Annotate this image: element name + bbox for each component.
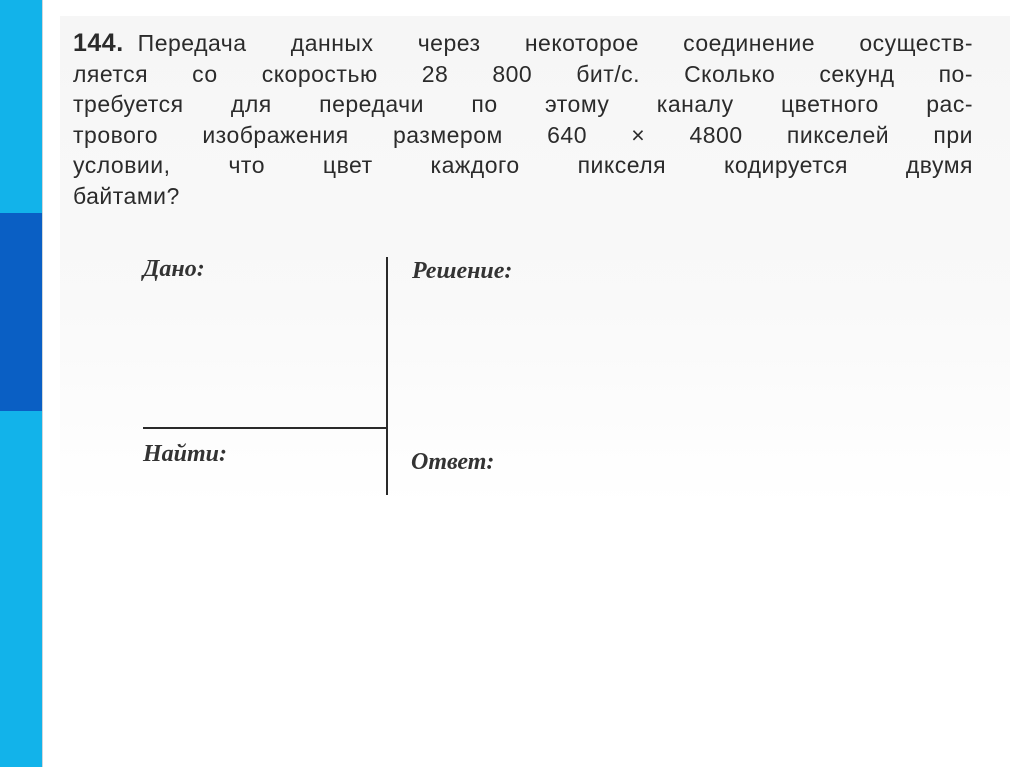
find-label: Найти:: [143, 441, 228, 467]
problem-line-text: Передача данных через некоторое соединение осуществ-: [137, 30, 973, 56]
problem-line-3: требуется для передачи по этому каналу цветного рас-: [73, 91, 973, 117]
answer-label: Ответ:: [411, 449, 495, 475]
horizontal-divider: [143, 427, 388, 429]
problem-line-1: [73, 28, 973, 59]
problem-line-4: трового изображения размером 640 × 4800 пикселей при: [73, 121, 973, 148]
solution-label: Решение:: [412, 258, 513, 284]
problem-number: 144.: [73, 29, 124, 57]
problem-text: [73, 28, 973, 211]
side-divider: [42, 0, 43, 767]
problem-line-2: ляется со скоростью 28 800 бит/с. Сколько секунд по-: [73, 60, 973, 87]
given-label: Дано:: [143, 256, 205, 282]
vertical-divider: [386, 257, 388, 495]
side-strip-accent: [0, 213, 42, 411]
problem-line-5: условии, что цвет каждого пикселя кодируется двумя: [73, 152, 973, 178]
problem-line-6: байтами?: [73, 182, 180, 209]
